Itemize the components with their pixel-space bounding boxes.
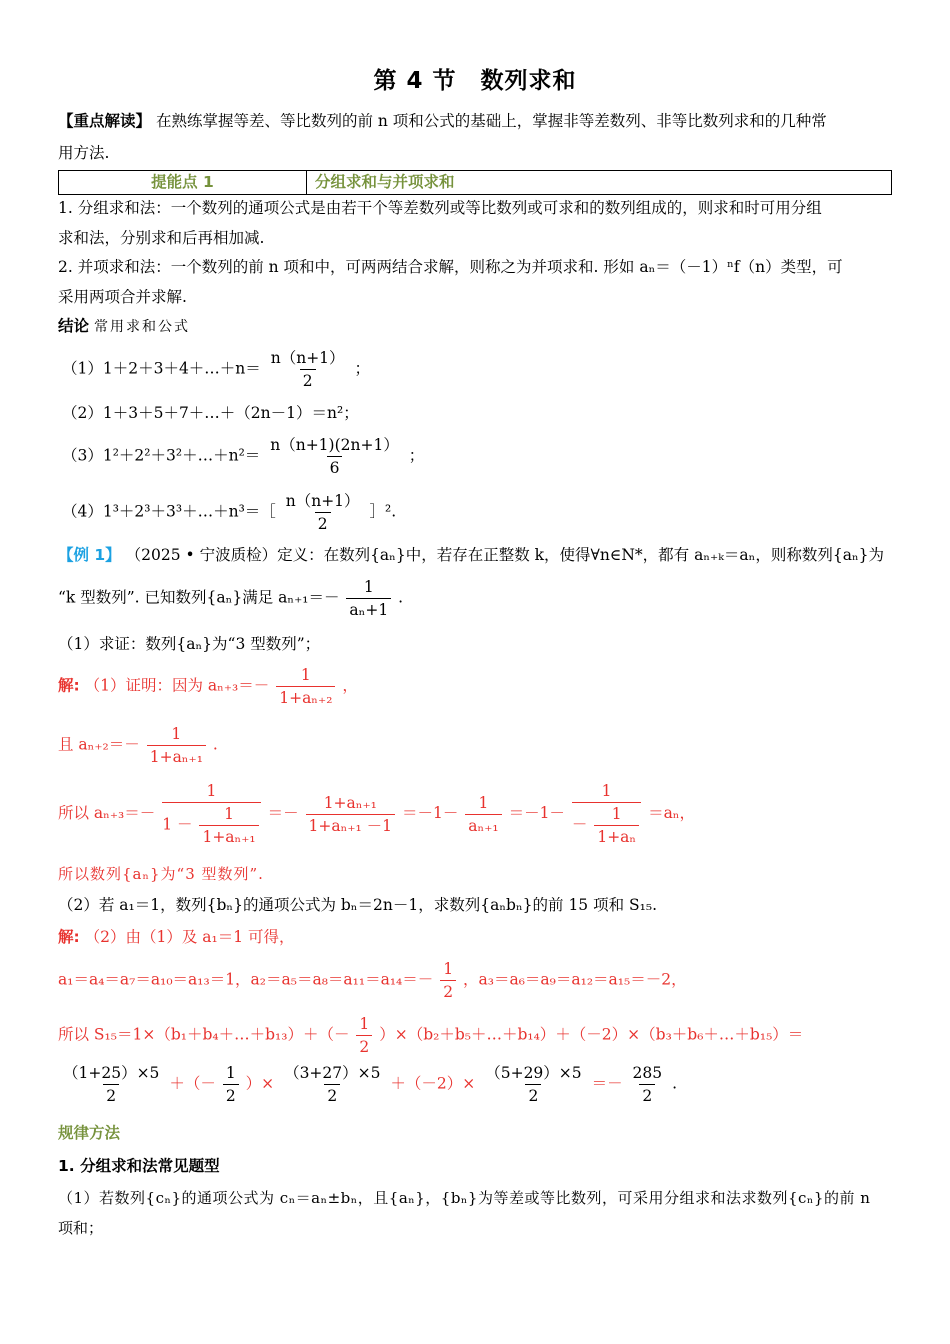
question-1: （1）求证：数列{aₙ}为“3 型数列”； — [58, 635, 321, 653]
example-line-2-suffix: . — [398, 588, 404, 607]
solution-2-line-4-fraction-a-numerator: （1+25）×5 — [63, 1064, 160, 1082]
solution-3-fraction-a-inner-denominator: 1+aₙ₊₁ — [199, 825, 258, 848]
formula-4-numerator: n（n+1） — [285, 492, 360, 510]
example-line-2-numerator: 1 — [363, 578, 374, 596]
solution-2-denominator: 1+aₙ₊₁ — [147, 745, 206, 768]
solution-2-line-4-op-3: ＋（－2）× — [390, 1074, 476, 1093]
formula-1 — [62, 347, 370, 392]
solution-2-line-4-op-2: ）× — [245, 1074, 275, 1093]
solution-2-line-4-eq: ＝－ — [591, 1074, 623, 1093]
solution-3-fraction-d-inner-denominator: 1+aₙ — [594, 825, 639, 848]
formula-3 — [62, 434, 424, 479]
solution-2-line-2 — [58, 958, 687, 1003]
solution-2-line-2-fraction — [440, 958, 456, 1003]
example-line-2-denominator: aₙ+1 — [346, 598, 391, 621]
solution-2-line-4-fraction-d — [482, 1062, 584, 1107]
formula-1-prefix: （1）1＋2＋3＋4＋…＋n＝ — [62, 359, 261, 378]
formula-3-suffix: ； — [408, 446, 425, 465]
formula-4-fraction — [283, 490, 363, 535]
formula-1-numerator: n（n+1） — [270, 349, 345, 367]
solution-3-fraction-c-denominator: aₙ₊₁ — [465, 814, 501, 837]
method-line-1: （1）若数列{cₙ}的通项公式为 cₙ＝aₙ±bₙ，且{aₙ}，{bₙ}为等差或等比数列，可采用分组求和法求数列{cₙ}的前 n — [58, 1189, 871, 1207]
solution-2-line-4-suffix: . — [672, 1074, 677, 1093]
example-line-2-fraction — [346, 576, 391, 621]
conclusion-label: 结论 — [58, 317, 90, 335]
solution-2-line-2-suffix: ，a₃＝a₆＝a₉＝a₁₂＝a₁₅＝－2， — [463, 970, 687, 989]
solution-2-label: 解: — [58, 928, 80, 946]
solution-3-fraction-d-denominator — [572, 802, 641, 848]
solution-2-line-4 — [58, 1062, 677, 1107]
solution-2-line-3-denominator: 2 — [356, 1035, 372, 1058]
example-text-1: （2025 • 宁波质检）定义：在数列{aₙ}中，若存在正整数 k，使得∀n∈N*，都有 aₙ₊ₖ＝aₙ，则称数列{aₙ}为 — [125, 546, 885, 564]
solution-2-line-4-fraction-b-denominator: 2 — [223, 1084, 239, 1107]
formula-3-denominator: 6 — [327, 456, 343, 479]
solution-2-line-4-fraction-a-denominator: 2 — [103, 1084, 119, 1107]
solution-3-fraction-c — [465, 792, 501, 837]
solution-2-line-4-fraction-d-numerator: （5+29）×5 — [485, 1064, 582, 1082]
formula-4-suffix: ］². — [369, 502, 397, 521]
example-line-2 — [58, 576, 403, 621]
solution-2-line-2-denominator: 2 — [440, 980, 456, 1003]
solution-3-fraction-d — [572, 780, 641, 848]
solution-2-line-4-fraction-c-denominator: 2 — [324, 1084, 340, 1107]
solution-2-line-4-fraction-a — [60, 1062, 162, 1107]
key-reading-label: 【重点解读】 — [58, 112, 152, 130]
solution-2-line-4-op-1: ＋（－ — [169, 1074, 216, 1093]
solution-3-fraction-d-inner — [594, 803, 639, 848]
formula-1-suffix: ； — [354, 359, 371, 378]
solution-2-prefix: 且 aₙ₊₂＝－ — [58, 735, 140, 754]
topic-table — [58, 170, 892, 195]
solution-2-line-1 — [58, 922, 295, 952]
solution-3-eq-1: ＝－ — [267, 804, 299, 822]
formula-2: （2）1＋3＋5＋7＋…＋（2n－1）＝n²； — [62, 404, 359, 422]
solution-1-denominator: 1+aₙ₊₂ — [276, 686, 335, 709]
solution-3-fraction-b-denominator: 1+aₙ₊₁ －1 — [306, 814, 395, 837]
formula-4-denominator: 2 — [315, 512, 331, 535]
solution-1-numerator: 1 — [300, 666, 311, 684]
formula-1-fraction — [268, 347, 348, 392]
example-label: 【例 1】 — [58, 546, 121, 564]
solution-3-fraction-c-numerator: 1 — [478, 793, 489, 812]
solution-3-fraction-b — [306, 792, 395, 837]
solution-1-line-3 — [58, 780, 695, 848]
solution-3-prefix: 所以 aₙ₊₃＝－ — [58, 804, 156, 822]
solution-2-line-2-numerator: 1 — [443, 960, 454, 978]
solution-2-line-3 — [58, 1013, 803, 1058]
solution-1-fraction — [276, 664, 335, 709]
key-reading-text: 在熟练掌握等差、等比数列的前 n 项和公式的基础上，掌握非等差数列、非等比数列求和的几种常 — [155, 112, 827, 130]
formula-4 — [62, 490, 396, 535]
solution-2-line-3-numerator: 1 — [359, 1015, 370, 1033]
method-label: 规律方法 — [58, 1124, 121, 1142]
solution-1-line-2 — [58, 723, 218, 768]
method-heading: 1. 分组求和法常见题型 — [58, 1157, 220, 1175]
solution-3-fraction-d-inner-numerator: 1 — [611, 805, 622, 823]
example-line-2-prefix: “k 型数列”. 已知数列{aₙ}满足 aₙ₊₁＝－ — [58, 588, 340, 607]
solution-3-fraction-a-numerator: 1 — [206, 782, 217, 800]
key-reading-line-1 — [58, 106, 827, 136]
topic-table-cell-1: 提能点 1 — [59, 171, 307, 194]
solution-2-line-4-fraction-c — [281, 1062, 383, 1107]
solution-3-fraction-a — [162, 780, 260, 848]
formula-3-prefix: （3）1²＋2²＋3²＋…＋n²＝ — [62, 446, 261, 465]
solution-3-eq-3: ＝－1－ — [508, 804, 565, 822]
conclusion-heading — [58, 311, 190, 342]
solution-3-fraction-a-inner-numerator: 1 — [224, 805, 234, 823]
solution-1-line-1 — [58, 664, 358, 709]
solution-2-numerator: 1 — [171, 725, 182, 743]
solution-2-text-1: （2）由（1）及 a₁＝1 可得， — [84, 928, 295, 946]
formula-1-denominator: 2 — [300, 369, 316, 392]
solution-3-fraction-a-inner — [199, 803, 258, 848]
solution-2-line-4-fraction-e-numerator: 285 — [632, 1064, 663, 1082]
formula-3-fraction — [267, 434, 402, 479]
point-2-line-2: 采用两项合并求解. — [58, 288, 187, 306]
solution-2-line-4-fraction-e-denominator: 2 — [639, 1084, 655, 1107]
solution-2-suffix: . — [212, 735, 218, 754]
solution-1-line-4: 所以数列{aₙ}为“3 型数列”. — [58, 865, 264, 883]
point-1-line-1: 1. 分组求和法：一个数列的通项公式是由若干个等差数列或等比数列或可求和的数列组成的，则求和时可用分组 — [58, 199, 822, 217]
solution-3-suffix: ＝aₙ， — [648, 804, 696, 822]
method-line-2: 项和； — [58, 1219, 104, 1237]
conclusion-text: 常用求和公式 — [93, 319, 190, 335]
example-line-1 — [58, 540, 884, 570]
solution-2-line-3-suffix: ）×（b₂＋b₅＋…＋b₁₄）＋（－2）×（b₃＋b₆＋…＋b₁₅）＝ — [379, 1025, 804, 1044]
solution-3-fraction-a-den-prefix: 1 － — [162, 815, 193, 834]
solution-3-fraction-d-den-prefix: － — [571, 815, 588, 834]
solution-2-line-4-fraction-b — [223, 1062, 239, 1107]
solution-1-suffix: ， — [342, 676, 358, 695]
solution-3-fraction-b-numerator: 1+aₙ₊₁ — [323, 793, 377, 812]
formula-3-numerator: n（n+1)(2n+1） — [270, 436, 399, 454]
solution-3-fraction-d-numerator: 1 — [601, 782, 612, 800]
formula-4-prefix: （4）1³＋2³＋3³＋…＋n³＝［ — [62, 502, 276, 521]
solution-2-line-2-prefix: a₁＝a₄＝a₇＝a₁₀＝a₁₃＝1，a₂＝a₅＝a₈＝a₁₁＝a₁₄＝－ — [58, 970, 434, 989]
solution-3-eq-2: ＝－1－ — [401, 804, 459, 822]
solution-2-fraction — [147, 723, 206, 768]
solution-2-line-4-fraction-c-numerator: （3+27）×5 — [284, 1064, 381, 1082]
question-2: （2）若 a₁＝1，数列{bₙ}的通项公式为 bₙ＝2n－1，求数列{aₙbₙ}的前 15 项和 S₁₅. — [58, 896, 657, 914]
point-2-line-1: 2. 并项求和法：一个数列的前 n 项和中，可两两结合求解，则称之为并项求和. 形如 aₙ＝（－1）ⁿf（n）类型，可 — [58, 258, 843, 276]
solution-3-fraction-a-denominator — [162, 802, 260, 848]
key-reading-line-2: 用方法. — [58, 144, 110, 162]
solution-2-line-3-fraction — [356, 1013, 372, 1058]
topic-table-cell-2: 分组求和与并项求和 — [315, 173, 455, 191]
solution-1-prefix: （1）证明：因为 aₙ₊₃＝－ — [84, 676, 270, 695]
solution-2-line-3-prefix: 所以 S₁₅＝1×（b₁＋b₄＋…＋b₁₃）＋（－ — [58, 1025, 350, 1044]
solution-2-line-4-fraction-d-denominator: 2 — [525, 1084, 541, 1107]
solution-2-line-4-fraction-e — [630, 1062, 666, 1107]
solution-2-line-4-fraction-b-numerator: 1 — [225, 1064, 236, 1082]
solution-label: 解: — [58, 676, 80, 695]
point-1-line-2: 求和法，分别求和后再相加减. — [58, 229, 265, 247]
page-title: 第 4 节 数列求和 — [373, 68, 577, 94]
